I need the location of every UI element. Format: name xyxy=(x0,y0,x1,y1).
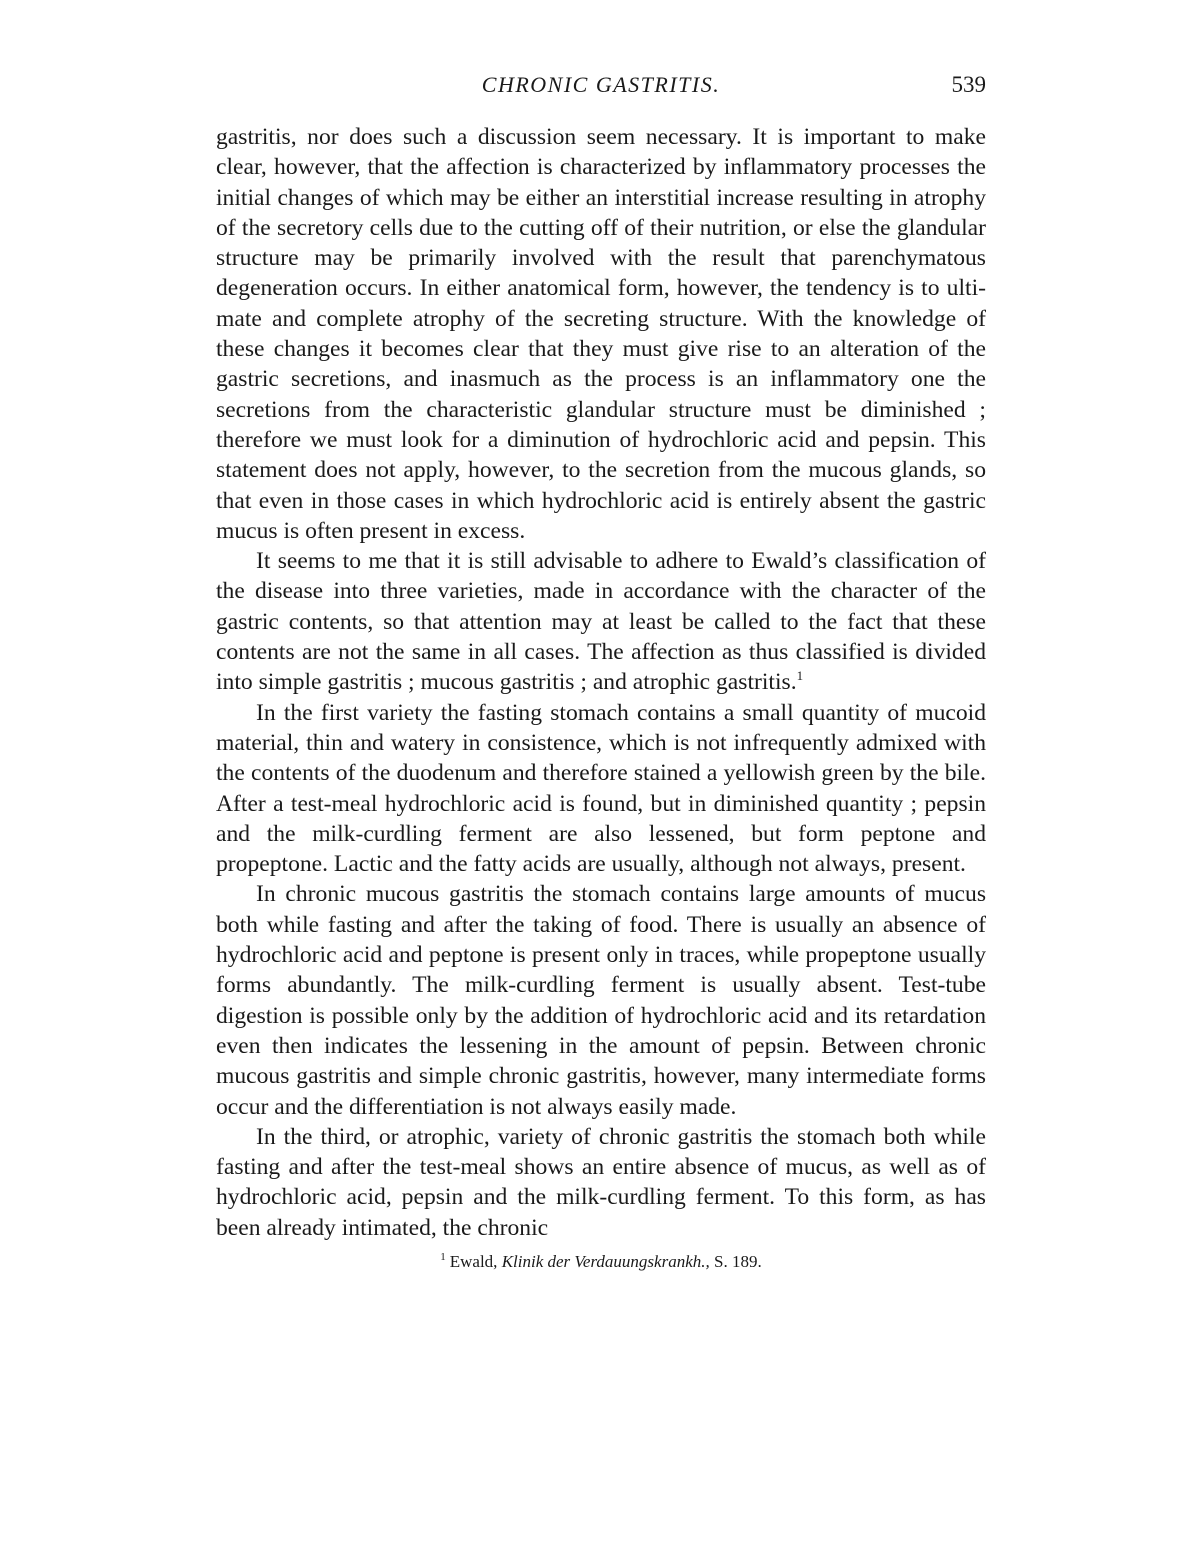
paragraph-5: In the third, or atrophic, variety of chronic gastritis the stomach both while fasting and after the test-meal shows an entire absence of mucus, as well as of hydrochloric acid, pepsin and the milk-curdling ferment. To this form, as has been already intimated, the chronic xyxy=(216,1123,986,1241)
footnote-locator: S. 189. xyxy=(714,1251,762,1271)
page-number: 539 xyxy=(951,72,986,97)
footnote-work-title: Klinik der Verdauungskrankh., xyxy=(501,1251,710,1271)
footnote-author: Ewald, xyxy=(449,1251,498,1271)
footnote xyxy=(216,1251,986,1273)
running-title: CHRONIC GASTRITIS. xyxy=(481,72,721,97)
paragraph-3: In the first variety the fasting stomach contains a small quantity of mucoid material, thin and watery in consistence, which is not infrequently admixed with the contents of the duodenum and therefore stained a yellowish green by the bile. After a test-meal hydrochloric acid is found, but in diminished quantity ; pepsin and the milk-curdling ferment are also lessened, but form peptone and propeptone. Lactic and the fatty acids are usually, although not always, present. xyxy=(216,699,986,878)
footnote-reference: 1 xyxy=(796,668,804,684)
body-text xyxy=(216,122,986,1243)
paragraph-4: In chronic mucous gastritis the stomach contains large amounts of mucus both while fasting and after the taking of food. There is usually an absence of hydrochloric acid and peptone is present only in traces, while propeptone usually forms abundantly. The milk-curdling ferment is usually absent. Test-tube digestion is possible only by the addition of hydrochloric acid and its retardation even then indicates the lessening in the amount of pepsin. Between chronic mucous gastritis and simple chronic gastritis, however, many intermediate forms occur and the differentiation is not always easily made. xyxy=(216,881,986,1120)
footnote-mark: 1 xyxy=(440,1251,446,1264)
book-page xyxy=(216,72,986,1273)
running-head xyxy=(216,72,986,106)
paragraph-1: gastritis, nor does such a discussion seem necessary. It is important to make clear, however, that the affection is characterized by inflammatory processes the initial changes of which may be either an interstitial increase resulting in atrophy of the secretory cells due to the cutting off of their nutrition, or else the glandular structure may be primarily involved with the result that parenchymatous degeneration occurs. In either anatomical form, however, the tendency is to ultimate and complete atrophy of the secreting structure. With the knowledge of these changes it becomes clear that they must give rise to an alteration of the gastric secretions, and inasmuch as the process is an inflammatory one the secretions from the characteristic glandular structure must be diminished ; therefore we must look for a diminution of hydrochloric acid and pepsin. This statement does not apply, however, to the secretion from the mucous glands, so that even in those cases in which hydrochloric acid is entirely absent the gastric mucus is often present in excess. xyxy=(216,124,986,544)
paragraph-2: It seems to me that it is still advisable to adhere to Ewald’s classification of the disease into three varieties, made in accordance with the character of the gastric contents, so that attention may at least be called to the fact that these contents are not the same in all cases. The affection as thus classified is divided into simple gastritis ; mucous gastritis ; and atrophic gastritis.$^1$ xyxy=(216,548,986,696)
